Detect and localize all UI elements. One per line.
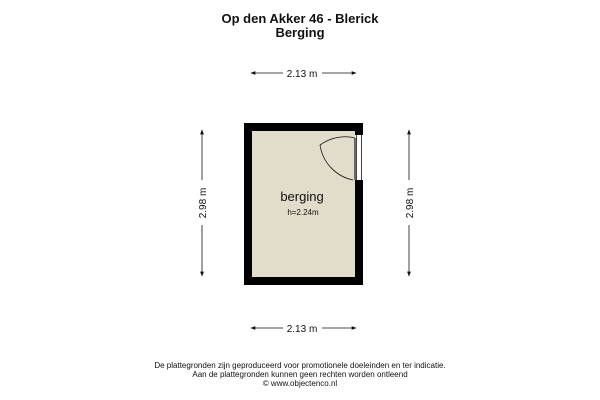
dimension-left: [198, 130, 209, 276]
dimension-top-label: 2.13 m: [286, 69, 318, 80]
dimension-left-label: 2.98 m: [198, 187, 209, 219]
room-name: berging: [280, 189, 324, 204]
dimension-top: [251, 69, 356, 80]
page-title: Op den Akker 46 - Blerick: [221, 11, 379, 26]
disclaimer-line-1: De plattegronden zijn geproduceerd voor promotionele doeleinden en ter indicatie.: [154, 361, 446, 370]
disclaimer-line-2: Aan de plattegronden kunnen geen rechten worden ontleend: [192, 370, 408, 379]
room-floor: [252, 131, 355, 277]
page-subtitle: Berging: [275, 25, 325, 40]
dimension-right-label: 2.98 m: [405, 187, 416, 219]
dimension-bottom-label: 2.13 m: [286, 324, 318, 335]
dimension-bottom: [251, 324, 356, 335]
copyright-link[interactable]: © www.objectenco.nl: [262, 379, 338, 388]
dimension-right: [405, 130, 416, 276]
room-height: h=2.24m: [287, 208, 319, 217]
